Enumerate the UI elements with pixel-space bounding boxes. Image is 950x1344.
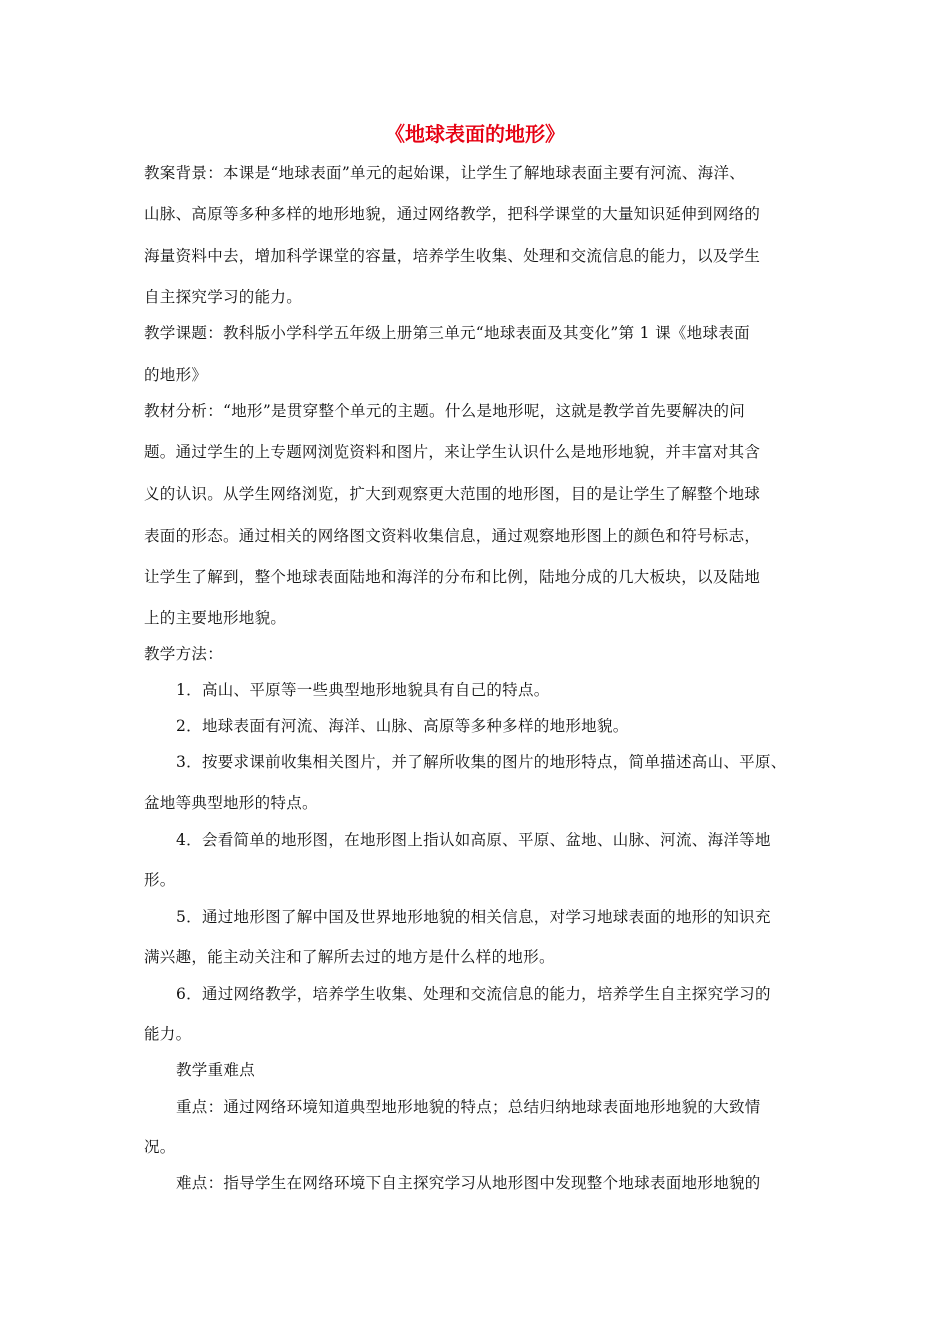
paragraph-line: 教学课题：教科版小学科学五年级上册第三单元“地球表面及其变化”第 1 课《地球表面	[144, 324, 750, 342]
paragraph-line: 自主探究学习的能力。	[144, 288, 303, 306]
list-item-continued: 能力。	[144, 1025, 192, 1043]
list-item: 2．地球表面有河流、海洋、山脉、高原等多种多样的地形地貌。	[176, 717, 629, 735]
section-heading: 教学方法：	[144, 645, 224, 663]
paragraph-line: 难点：指导学生在网络环境下自主探究学习从地形图中发现整个地球表面地形地貌的	[176, 1174, 761, 1192]
section-heading: 教学重难点	[176, 1061, 256, 1079]
list-item: 4．会看简单的地形图，在地形图上指认如高原、平原、盆地、山脉、河流、海洋等地	[176, 831, 771, 849]
paragraph-line: 教案背景：本课是“地球表面”单元的起始课，让学生了解地球表面主要有河流、海洋、	[144, 164, 746, 182]
list-item: 5．通过地形图了解中国及世界地形地貌的相关信息，对学习地球表面的地形的知识充	[176, 908, 771, 926]
list-item-continued: 满兴趣，能主动关注和了解所去过的地方是什么样的地形。	[144, 948, 555, 966]
document-title: 《地球表面的地形》	[385, 122, 565, 146]
paragraph-line: 山脉、高原等多种多样的地形地貌，通过网络教学，把科学课堂的大量知识延伸到网络的	[144, 205, 761, 223]
list-item-continued: 形。	[144, 871, 176, 889]
paragraph-line: 况。	[144, 1138, 176, 1156]
list-item-continued: 盆地等典型地形的特点。	[144, 794, 318, 812]
paragraph-line: 让学生了解到，整个地球表面陆地和海洋的分布和比例，陆地分成的几大板块，以及陆地	[144, 568, 761, 586]
paragraph-line: 重点：通过网络环境知道典型地形地貌的特点；总结归纳地球表面地形地貌的大致情	[176, 1098, 761, 1116]
paragraph-line: 的地形》	[144, 366, 208, 384]
paragraph-line: 上的主要地形地貌。	[144, 609, 287, 627]
list-item: 3．按要求课前收集相关图片，并了解所收集的图片的地形特点，简单描述高山、平原、	[176, 753, 787, 771]
paragraph-line: 义的认识。从学生网络浏览，扩大到观察更大范围的地形图，目的是让学生了解整个地球	[144, 485, 761, 503]
paragraph-line: 海量资料中去，增加科学课堂的容量，培养学生收集、处理和交流信息的能力，以及学生	[144, 247, 761, 265]
paragraph-line: 表面的形态。通过相关的网络图文资料收集信息，通过观察地形图上的颜色和符号标志，	[144, 527, 761, 545]
paragraph-line: 题。通过学生的上专题网浏览资料和图片，来让学生认识什么是地形地貌，并丰富对其含	[144, 443, 761, 461]
list-item: 6．通过网络教学，培养学生收集、处理和交流信息的能力，培养学生自主探究学习的	[176, 985, 771, 1003]
paragraph-line: 教材分析：“地形”是贯穿整个单元的主题。什么是地形呢，这就是教学首先要解决的问	[144, 402, 746, 420]
list-item: 1．高山、平原等一些典型地形地貌具有自己的特点。	[176, 681, 550, 699]
